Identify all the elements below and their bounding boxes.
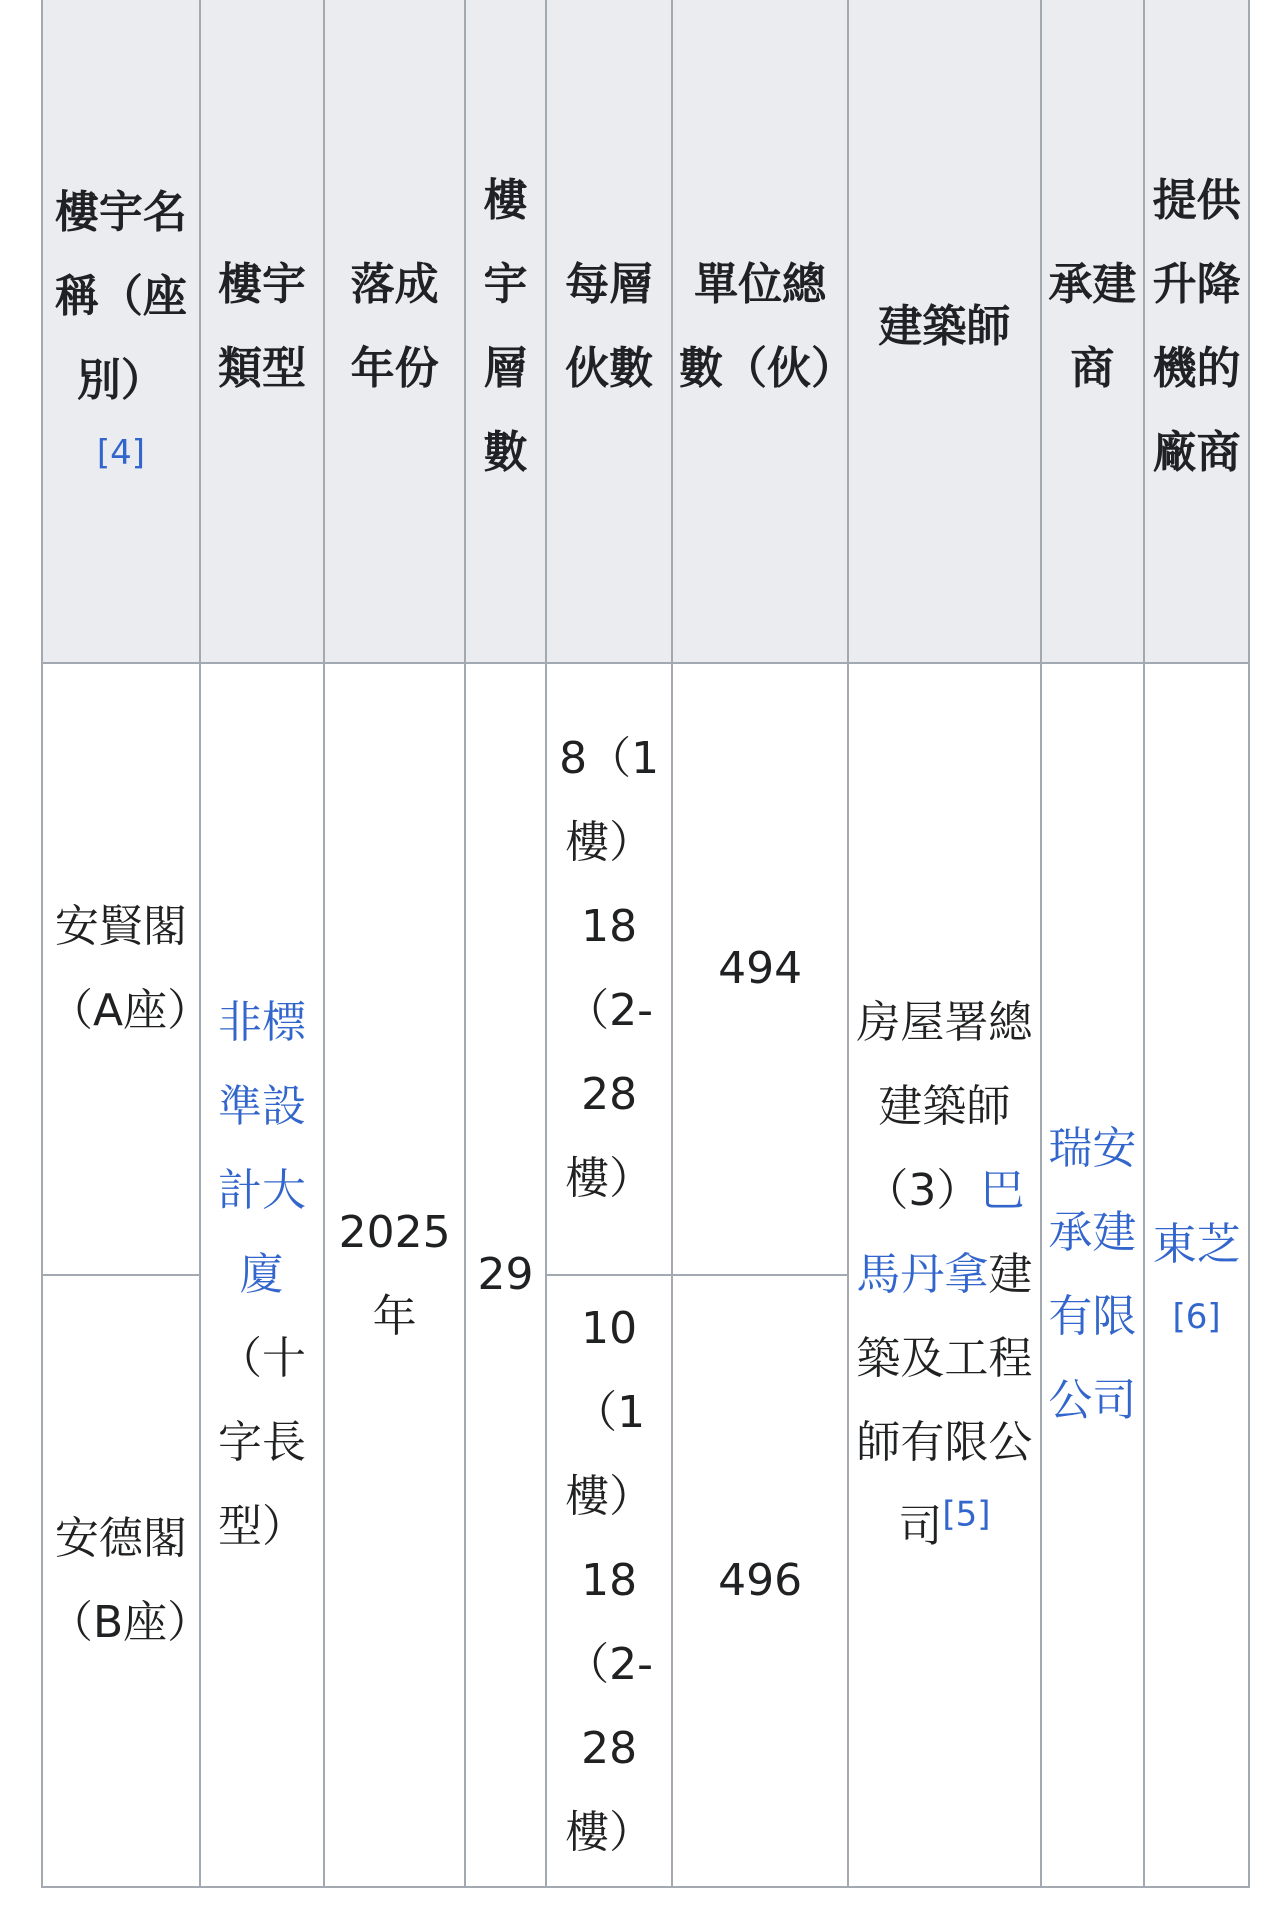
estate-table — [41, 0, 1250, 1888]
header-row — [42, 0, 1249, 663]
header-floors: 樓宇層數 — [465, 0, 546, 663]
contractor-link[interactable]: 瑞安承建有限公司 — [1048, 1123, 1137, 1426]
architect-link[interactable]: 巴馬丹拿 — [856, 1165, 1025, 1300]
header-units-per-floor: 每層伙數 — [546, 0, 672, 663]
cell-total-units: 494 — [672, 663, 848, 1275]
architect-tail: 建築及工程師有限公司 — [856, 1249, 1033, 1552]
cell-units-per-floor: 10（1樓）18（2-28樓） — [546, 1275, 672, 1887]
cell-units-per-floor: 8（1樓）18（2-28樓） — [546, 663, 672, 1275]
lift-ref[interactable]: [6] — [1172, 1297, 1221, 1337]
header-total-units: 單位總數（伙） — [672, 0, 848, 663]
cell-name: 安德閣（B座） — [42, 1275, 200, 1887]
cell-architect — [848, 663, 1040, 1887]
architect-text: 房屋署總建築師（3） — [856, 997, 1033, 1216]
header-type: 樓宇類型 — [200, 0, 325, 663]
header-contractor: 承建商 — [1041, 0, 1145, 663]
cell-lift — [1144, 663, 1249, 1887]
type-link[interactable]: 非標準設計大廈 — [218, 997, 307, 1300]
header-lift-supplier: 提供升降機的廠商 — [1144, 0, 1249, 663]
table-row — [42, 663, 1249, 1275]
header-name-label: 樓宇名稱（座別） — [54, 187, 187, 406]
cell-floors: 29 — [465, 663, 546, 1887]
lift-link[interactable]: 東芝 — [1152, 1219, 1241, 1270]
header-name — [42, 0, 200, 663]
header-name-ref[interactable]: [4] — [96, 433, 145, 473]
cell-total-units: 496 — [672, 1275, 848, 1887]
header-year: 落成年份 — [324, 0, 465, 663]
architect-ref[interactable]: [5] — [942, 1494, 991, 1535]
header-architect: 建築師 — [848, 0, 1040, 663]
type-note: （十字長型） — [218, 1333, 307, 1552]
cell-contractor — [1041, 663, 1145, 1887]
cell-year: 2025年 — [324, 663, 465, 1887]
cell-type — [200, 663, 325, 1887]
cell-name: 安賢閣（A座） — [42, 663, 200, 1275]
